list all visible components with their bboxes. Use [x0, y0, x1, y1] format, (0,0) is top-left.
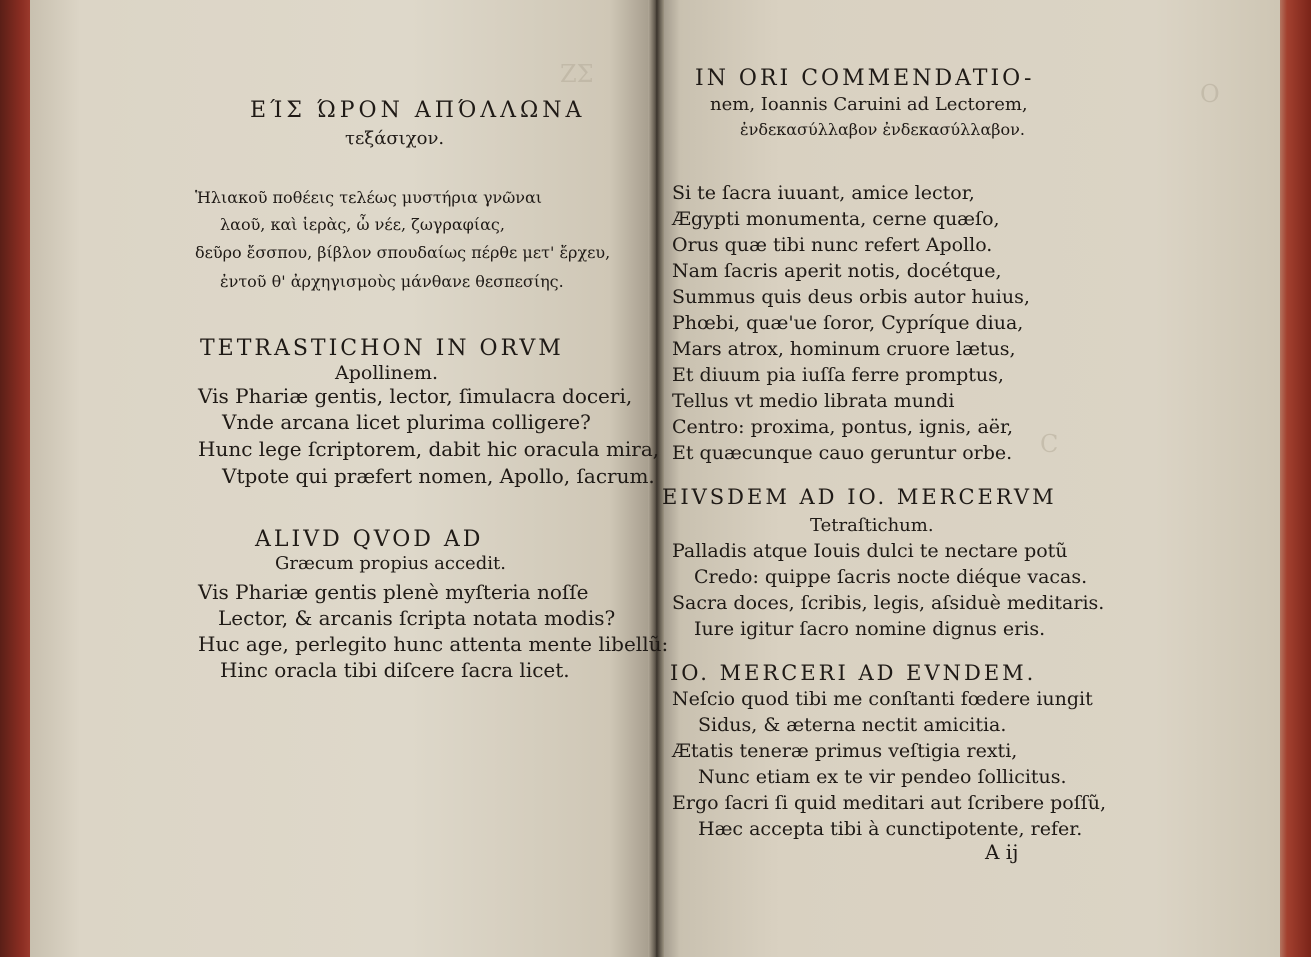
show-through-mark: C — [1040, 430, 1059, 458]
greek-verse-line: ἐντοῦ θ' ἀρχηγισμοὺς μάνθανε θεσπεσίης. — [220, 272, 564, 291]
greek-verse-line: Ἡλιακοῦ ποθέεις τελέως μυστήρια γνῶναι — [195, 188, 543, 207]
greek-verse-line: λαοῦ, καὶ ἱερὰς, ὦ νέε, ζωγραφίας, — [220, 215, 505, 234]
section-heading: ALIVD QVOD AD — [255, 527, 484, 552]
verse-line: Orus quæ tibi nunc refert Apollo. — [672, 234, 993, 256]
verse-line: Hæc accepta tibi à cunctipotente, refer. — [698, 818, 1083, 840]
page-signature: A ij — [985, 840, 1019, 864]
verse-line: Mars atrox, hominum cruore lætus, — [672, 338, 1016, 360]
verse-line: Lector, & arcanis ſcripta notata modis? — [218, 606, 616, 630]
verse-line: Ergo ſacri ſi quid meditari aut ſcribere poſſũ, — [672, 792, 1107, 814]
verse-line: Palladis atque Iouis dulci te nectare potũ — [672, 540, 1068, 562]
section-heading: TETRASTICHON IN ORVM — [200, 336, 564, 361]
show-through-mark: ΖΣ — [560, 60, 594, 88]
section-subheading: nem, Ioannis Caruini ad Lectorem, — [710, 94, 1028, 115]
verse-line: Centro: proxima, pontus, ignis, aër, — [672, 416, 1014, 438]
verse-line: Et quæcunque cauo geruntur orbe. — [672, 442, 1013, 464]
section-heading: IO. MERCERI AD EVNDEM. — [670, 661, 1037, 685]
verse-line: Si te ſacra iuuant, amice lector, — [672, 182, 975, 204]
verse-line: Sacra doces, ſcribis, legis, aſsiduè meditaris. — [672, 592, 1105, 614]
section-subheading: Apollinem. — [335, 362, 439, 384]
section-subheading: Tetraſtichum. — [810, 515, 934, 536]
verse-line: Vnde arcana licet plurima colligere? — [222, 410, 591, 434]
verse-line: Nunc etiam ex te vir pendeo ſollicitus. — [698, 766, 1067, 788]
verse-line: Nam ſacris aperit notis, docétque, — [672, 260, 1002, 282]
section-heading: IN ORI COMMENDATIO- — [695, 66, 1035, 91]
section-heading: EIVSDEM AD IO. MERCERVM — [662, 485, 1057, 509]
verse-line: Tellus vt medio librata mundi — [672, 390, 955, 412]
greek-subtitle: τεξάσιχον. — [345, 128, 445, 149]
verse-line: Et diuum pia iuſſa ferre promptus, — [672, 364, 1004, 386]
verse-line: Neſcio quod tibi me conſtanti fœdere iungit — [672, 688, 1093, 710]
verse-line: Hunc lege ſcriptorem, dabit hic oracula mira, — [198, 437, 660, 461]
verse-line: Iure igitur ſacro nomine dignus eris. — [694, 618, 1046, 640]
greek-title: ΕΊΣ ΏΡΟΝ ΑΠΌΛΛΩΝΑ — [250, 98, 586, 123]
greek-verse-line: δεῦρο ἔσσπου, βίβλον σπουδαίως πέρθε μετ' ἔρχευ, — [195, 243, 611, 262]
verse-line: Huc age, perlegito hunc attenta mente libellũ: — [198, 632, 669, 656]
verse-line: Phœbi, quæ'ue ſoror, Cypríque diua, — [672, 312, 1024, 334]
verse-line: Ægypti monumenta, cerne quæſo, — [672, 208, 1000, 230]
verse-line: Summus quis deus orbis autor huius, — [672, 286, 1030, 308]
show-through-mark: O — [1200, 80, 1220, 108]
verse-line: Vtpote qui præfert nomen, Apollo, ſacrum. — [222, 464, 655, 488]
verse-line: Sidus, & æterna nectit amicitia. — [698, 714, 1007, 736]
verse-line: Vis Phariæ gentis plenè myſteria noſſe — [198, 580, 589, 604]
verse-line: Ætatis teneræ primus veſtigia rexti, — [672, 740, 1018, 762]
verse-line: Vis Phariæ gentis, lector, ſimulacra doceri, — [198, 384, 633, 408]
verse-line: Hinc oracla tibi diſcere ſacra licet. — [220, 658, 570, 682]
section-subheading-greek: ἐνδεκασύλλαβον ἐνδεκασύλλαβον. — [740, 120, 1025, 139]
verse-line: Credo: quippe ſacris nocte diéque vacas. — [694, 566, 1088, 588]
section-subheading: Græcum propius accedit. — [275, 553, 506, 574]
